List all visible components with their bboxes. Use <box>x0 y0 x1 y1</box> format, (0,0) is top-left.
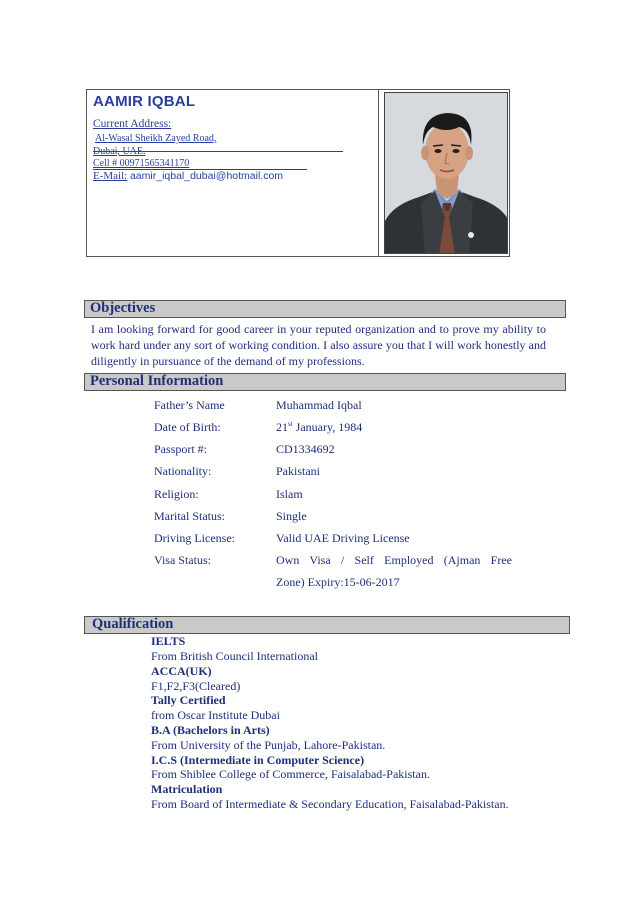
address-line-2: Dubai, UAE. <box>93 146 146 157</box>
passport-label: Passport #: <box>154 442 208 456</box>
qualification-title-4: B.A (Bachelors in Arts) <box>151 723 270 737</box>
religion-value: Islam <box>276 487 303 501</box>
qualification-header <box>84 616 570 634</box>
dob-label: Date of Birth: <box>154 420 221 434</box>
contact-panel <box>87 90 379 256</box>
nationality-label: Nationality: <box>154 464 212 478</box>
email-label: E-Mail: <box>93 170 128 182</box>
marital-status-label: Marital Status: <box>154 509 225 523</box>
qualification-title-3: Tally Certified <box>151 693 226 707</box>
address-label: Current Address: <box>93 118 172 130</box>
passport-value: CD1334692 <box>276 442 335 456</box>
visa-status-label: Visa Status: <box>154 553 211 567</box>
objective-paragraph: I am looking forward for good career in your reputed organization and to prove my ability to work hard under any sort of working condition. I also assure you that I will work honestly and diligently in pursuance of the demand of my professions. <box>91 322 546 368</box>
objectives-title: Objectives <box>90 300 156 316</box>
dob-suffix: st <box>288 420 293 428</box>
marital-status-value: Single <box>276 509 307 523</box>
profile-photo <box>384 92 508 254</box>
driving-license-value: Valid UAE Driving License <box>276 531 410 545</box>
fathers-name-label: Father’s Name <box>154 398 225 412</box>
personal-info-title: Personal Information <box>90 373 224 389</box>
portrait-image <box>385 93 508 254</box>
visa-status-value-line1: Own Visa / Self Employed (Ajman Free <box>276 553 512 567</box>
qualification-detail-1: From British Council International <box>151 649 318 663</box>
address-underline <box>93 151 343 152</box>
qualification-title: Qualification <box>92 616 174 632</box>
candidate-name: AAMIR IQBAL <box>93 93 196 110</box>
dob-month-year: January, 1984 <box>292 420 363 434</box>
objectives-header <box>84 300 566 318</box>
dob-value <box>276 420 362 435</box>
fathers-name-value: Muhammad Iqbal <box>276 398 362 412</box>
phone-number: Cell # 00971565341170 <box>93 158 190 169</box>
qualification-title-1: IELTS <box>151 634 186 648</box>
qualification-title-6: Matriculation <box>151 782 223 796</box>
qualification-detail-4: From University of the Punjab, Lahore-Pakistan. <box>151 738 386 752</box>
driving-license-label: Driving License: <box>154 531 235 545</box>
address-line-1: Al-Wasal Sheikh Zayed Road, <box>95 133 217 144</box>
dob-day: 21 <box>276 420 288 434</box>
header-box <box>86 89 510 257</box>
qualification-detail-5: From Shiblee College of Commerce, Faisalabad-Pakistan. <box>151 767 430 781</box>
personal-info-header <box>84 373 566 391</box>
email-address[interactable]: aamir_iqbal_dubai@hotmail.com <box>129 170 284 182</box>
qualification-title-5: I.C.S (Intermediate in Computer Science) <box>151 753 365 767</box>
visa-status-value-line2: Zone) Expiry:15-06-2017 <box>276 575 400 589</box>
nationality-value: Pakistani <box>276 464 320 478</box>
email-row <box>93 170 283 182</box>
qualification-detail-6: From Board of Intermediate & Secondary Education, Faisalabad-Pakistan. <box>151 797 509 811</box>
religion-label: Religion: <box>154 487 199 501</box>
qualification-detail-3: from Oscar Institute Dubai <box>151 708 280 722</box>
qualification-detail-2: F1,F2,F3(Cleared) <box>151 679 241 693</box>
qualification-title-2: ACCA(UK) <box>151 664 212 678</box>
